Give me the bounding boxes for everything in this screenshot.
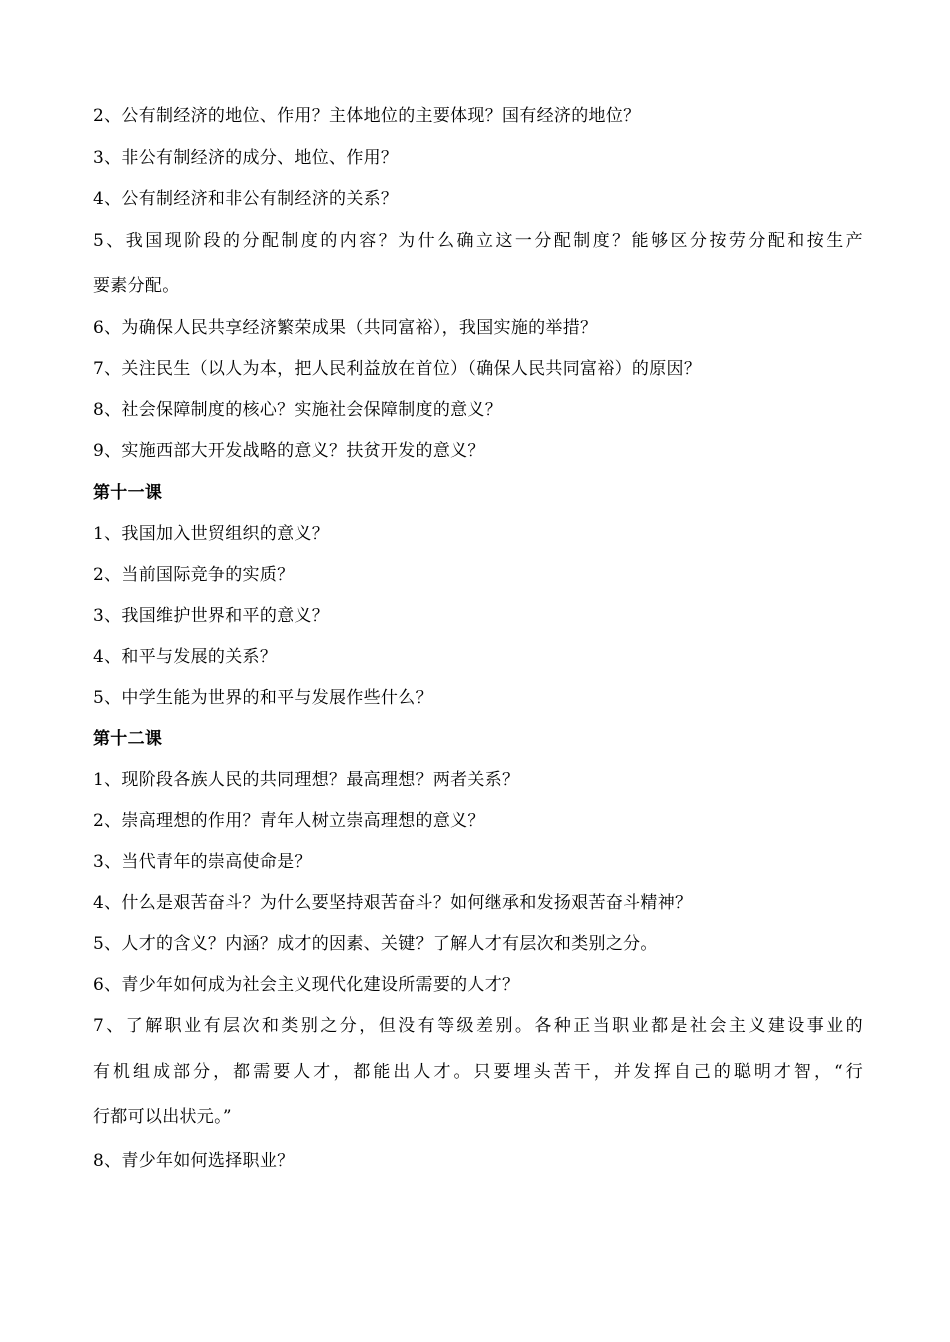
list-item: 3、非公有制经济的成分、地位、作用？ — [93, 148, 399, 168]
list-item: 9、实施西部大开发战略的意义？扶贫开发的意义？ — [93, 441, 485, 461]
list-item-continuation: 行都可以出状元。” — [93, 1107, 232, 1127]
list-item: 8、青少年如何选择职业？ — [93, 1151, 295, 1171]
list-item: 6、为确保人民共享经济繁荣成果（共同富裕），我国实施的举措？ — [93, 318, 598, 338]
list-item: 3、我国维护世界和平的意义？ — [93, 606, 330, 626]
list-item: 8、社会保障制度的核心？实施社会保障制度的意义？ — [93, 400, 503, 420]
list-item: 6、青少年如何成为社会主义现代化建设所需要的人才？ — [93, 975, 520, 995]
list-item-continuation: 有机组成部分，都需要人才，都能出人才。只要埋头苦干，并发挥自己的聪明才智，“行 — [93, 1062, 863, 1082]
list-item: 7、关注民生（以人为本，把人民利益放在首位）（确保人民共同富裕）的原因？ — [93, 359, 702, 379]
list-item: 4、什么是艰苦奋斗？为什么要坚持艰苦奋斗？如何继承和发扬艰苦奋斗精神？ — [93, 893, 693, 913]
list-item: 7、了解职业有层次和类别之分，但没有等级差别。各种正当职业都是社会主义建设事业的 — [93, 1016, 863, 1036]
list-item: 4、和平与发展的关系？ — [93, 647, 278, 667]
list-item-continuation: 要素分配。 — [93, 276, 180, 296]
list-item: 5、人才的含义？内涵？成才的因素、关键？了解人才有层次和类别之分。 — [93, 934, 658, 954]
list-item: 3、当代青年的崇高使命是？ — [93, 852, 312, 872]
section-heading-lesson-12: 第十二课 — [93, 729, 163, 749]
list-item: 2、当前国际竞争的实质？ — [93, 565, 295, 585]
list-item: 2、崇高理想的作用？青年人树立崇高理想的意义？ — [93, 811, 485, 831]
list-item: 1、我国加入世贸组织的意义？ — [93, 524, 330, 544]
list-item: 2、公有制经济的地位、作用？主体地位的主要体现？国有经济的地位？ — [93, 106, 641, 126]
list-item: 1、现阶段各族人民的共同理想？最高理想？两者关系？ — [93, 770, 520, 790]
section-heading-lesson-11: 第十一课 — [93, 483, 163, 503]
list-item: 5、中学生能为世界的和平与发展作些什么？ — [93, 688, 433, 708]
list-item: 4、公有制经济和非公有制经济的关系？ — [93, 189, 399, 209]
list-item: 5、我国现阶段的分配制度的内容？为什么确立这一分配制度？能够区分按劳分配和按生产 — [93, 231, 863, 251]
